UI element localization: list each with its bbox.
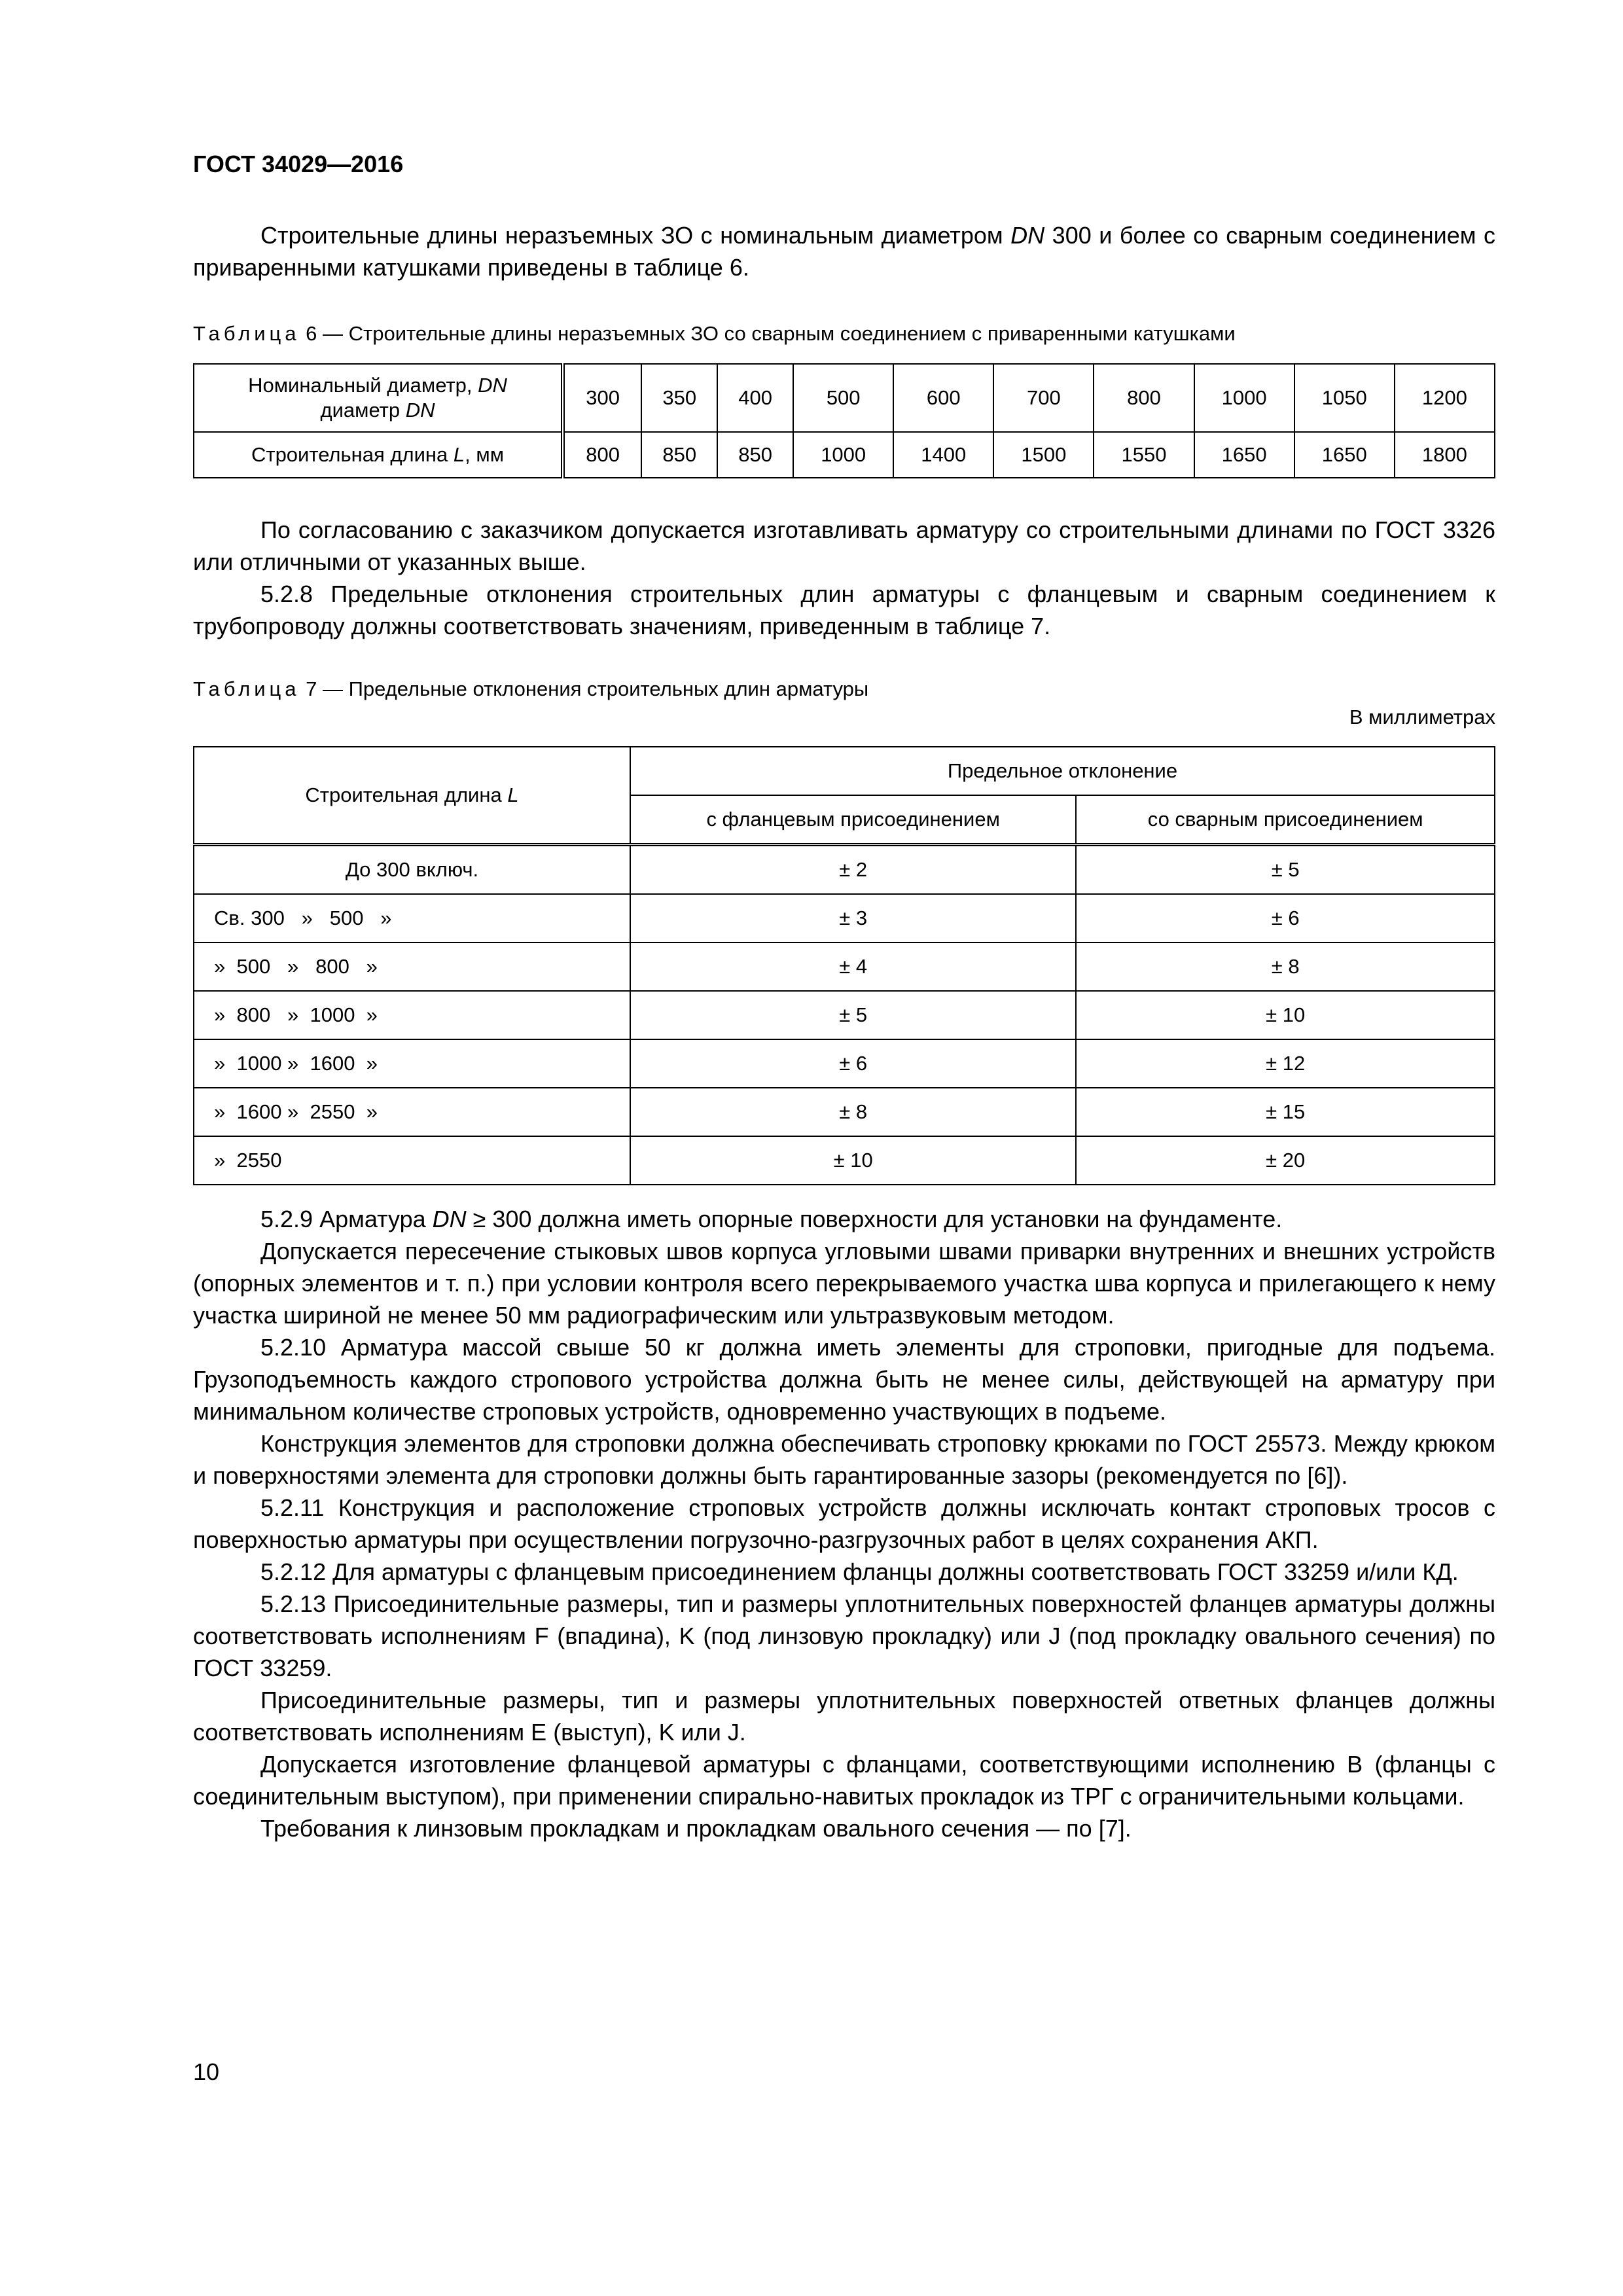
- table-cell: 800: [1094, 364, 1194, 432]
- paragraph: 5.2.13 Присоединительные размеры, тип и размеры уплотнительных поверхностей фланцев арматуры должны соответствовать исполнениям F (впадина), K (под линзовую прокладку) или J (под прокладку овального сечения) по ГОСТ 33259.: [193, 1590, 1495, 1681]
- table-row: [194, 942, 1495, 991]
- paragraph: Конструкция элементов для строповки должна обеспечивать строповку крюками по ГОСТ 25573. Между крюком и поверхностями элемента для строповки должны быть гарантированные зазоры (рекомендуется по [6]).: [193, 1430, 1495, 1489]
- table-row: [194, 845, 1495, 895]
- table-row: [194, 991, 1495, 1039]
- table-cell: ± 10: [1076, 991, 1495, 1039]
- table-cell: » 500 » 800 »: [194, 942, 630, 991]
- table-6: [193, 363, 1495, 478]
- table-row: [194, 1136, 1495, 1185]
- paragraph: 5.2.9 Арматура DN ≥ 300 должна иметь опорные поверхности для установки на фундаменте.: [260, 1206, 1283, 1232]
- paragraph: Требования к линзовым прокладкам и прокладкам овального сечения — по [7].: [260, 1815, 1132, 1842]
- table-cell: » 1000 » 1600 »: [194, 1039, 630, 1088]
- table-cell: 1000: [793, 432, 893, 478]
- paragraph: Допускается изготовление фланцевой арматуры с фланцами, соответствующими исполнению В (фланцы с соединительным выступом), при применении спирально-навитых прокладок из ТРГ с ограничительными кольцами.: [193, 1751, 1495, 1810]
- table-7: [193, 746, 1495, 1185]
- table-cell: 500: [793, 364, 893, 432]
- paragraph: 5.2.11 Конструкция и расположение строповых устройств должны исключать контакт строповых тросов с поверхностью арматуры при осуществлении погрузочно-разгрузочных работ в целях сохранения АКП.: [193, 1494, 1495, 1553]
- table-cell: ± 6: [630, 1039, 1076, 1088]
- table-cell: 1550: [1094, 432, 1194, 478]
- paragraph: 5.2.10 Арматура массой свыше 50 кг должна иметь элементы для строповки, пригодные для подъема. Грузоподъемность каждого стропового устройства должна быть не менее силы, действующей на арматуру при минимальном количестве строповых устройств, одновременно участвующих в подъеме.: [193, 1334, 1495, 1425]
- table-cell: До 300 включ.: [194, 845, 630, 895]
- table-cell: 400: [717, 364, 793, 432]
- table-cell: 1400: [893, 432, 993, 478]
- table-cell: ± 10: [630, 1136, 1076, 1185]
- table-cell: 1650: [1194, 432, 1294, 478]
- table-cell: 850: [717, 432, 793, 478]
- page-number: 10: [193, 2058, 220, 2085]
- table-cell: 1000: [1194, 364, 1294, 432]
- document-header: ГОСТ 34029—2016: [193, 151, 404, 177]
- table-cell: ± 2: [630, 845, 1076, 895]
- table7-weld-header: со сварным присоединением: [1076, 795, 1495, 845]
- table7-flange-header: с фланцевым присоединением: [630, 795, 1076, 845]
- main-text: [193, 1203, 1495, 1844]
- paragraph: 5.2.8 Предельные отклонения строительных длин арматуры с фланцевым и сварным соединением к трубопроводу должны соответствовать значениям, приведенным в таблице 7.: [193, 581, 1495, 639]
- table6-dn-header: Номинальный диаметр, DN диаметр DN: [194, 364, 563, 432]
- table6-length-header: Строительная длина L, мм: [194, 432, 563, 478]
- table7-length-header: Строительная длина L: [194, 747, 630, 845]
- intro-paragraph: Строительные длины неразъемных ЗО с номинальным диаметром DN 300 и более со сварным соединением с приваренными катушками приведены в таблице 6.: [193, 222, 1495, 281]
- table-row: [194, 1088, 1495, 1136]
- table-row: [194, 1039, 1495, 1088]
- table-row: [194, 747, 1495, 795]
- table-cell: ± 20: [1076, 1136, 1495, 1185]
- paragraph: Допускается пересечение стыковых швов корпуса угловыми швами приварки внутренних и внешних устройств (опорных элементов и т. п.) при условии контроля всего перекрываемого участка шва корпуса и прилегающего к нему участка шириной не менее 50 мм радиографическим или ультразвуковым методом.: [193, 1238, 1495, 1329]
- table-row: [194, 364, 1495, 432]
- table-cell: 700: [993, 364, 1094, 432]
- table-cell: » 1600 » 2550 »: [194, 1088, 630, 1136]
- table-cell: ± 6: [1076, 894, 1495, 942]
- table6-caption: Таблица 6 — Строительные длины неразъемных ЗО со сварным соединением с приваренными катушками: [193, 322, 1236, 345]
- table-cell: 350: [641, 364, 717, 432]
- table-cell: 1800: [1395, 432, 1495, 478]
- table-cell: ± 4: [630, 942, 1076, 991]
- table-cell: ± 5: [630, 991, 1076, 1039]
- table-cell: ± 15: [1076, 1088, 1495, 1136]
- table-cell: ± 8: [1076, 942, 1495, 991]
- paragraph: По согласованию с заказчиком допускается изготавливать арматуру со строительными длинами по ГОСТ 3326 или отличными от указанных выше.: [193, 516, 1495, 575]
- table-cell: ± 3: [630, 894, 1076, 942]
- table-cell: ± 12: [1076, 1039, 1495, 1088]
- table-cell: 600: [893, 364, 993, 432]
- table-cell: 800: [563, 432, 641, 478]
- table7-units: В миллиметрах: [1349, 706, 1495, 728]
- table-cell: 850: [641, 432, 717, 478]
- table-cell: ± 8: [630, 1088, 1076, 1136]
- table-cell: » 800 » 1000 »: [194, 991, 630, 1039]
- table-cell: 1200: [1395, 364, 1495, 432]
- paragraphs-after-table6: [193, 514, 1495, 642]
- paragraph: Присоединительные размеры, тип и размеры уплотнительных поверхностей ответных фланцев должны соответствовать исполнениям E (выступ), K или J.: [193, 1687, 1495, 1746]
- table-row: [194, 894, 1495, 942]
- table-cell: 1500: [993, 432, 1094, 478]
- table7-caption: Таблица 7 — Предельные отклонения строительных длин арматуры: [193, 677, 869, 700]
- table7-group-header: Предельное отклонение: [630, 747, 1495, 795]
- table-cell: ± 5: [1076, 845, 1495, 895]
- table-cell: 300: [563, 364, 641, 432]
- table-cell: Св. 300 » 500 »: [194, 894, 630, 942]
- table-row: [194, 432, 1495, 478]
- table-cell: 1050: [1294, 364, 1395, 432]
- table-cell: 1650: [1294, 432, 1395, 478]
- paragraph: 5.2.12 Для арматуры с фланцевым присоединением фланцы должны соответствовать ГОСТ 33259 и/или КД.: [260, 1558, 1459, 1585]
- table-cell: » 2550: [194, 1136, 630, 1185]
